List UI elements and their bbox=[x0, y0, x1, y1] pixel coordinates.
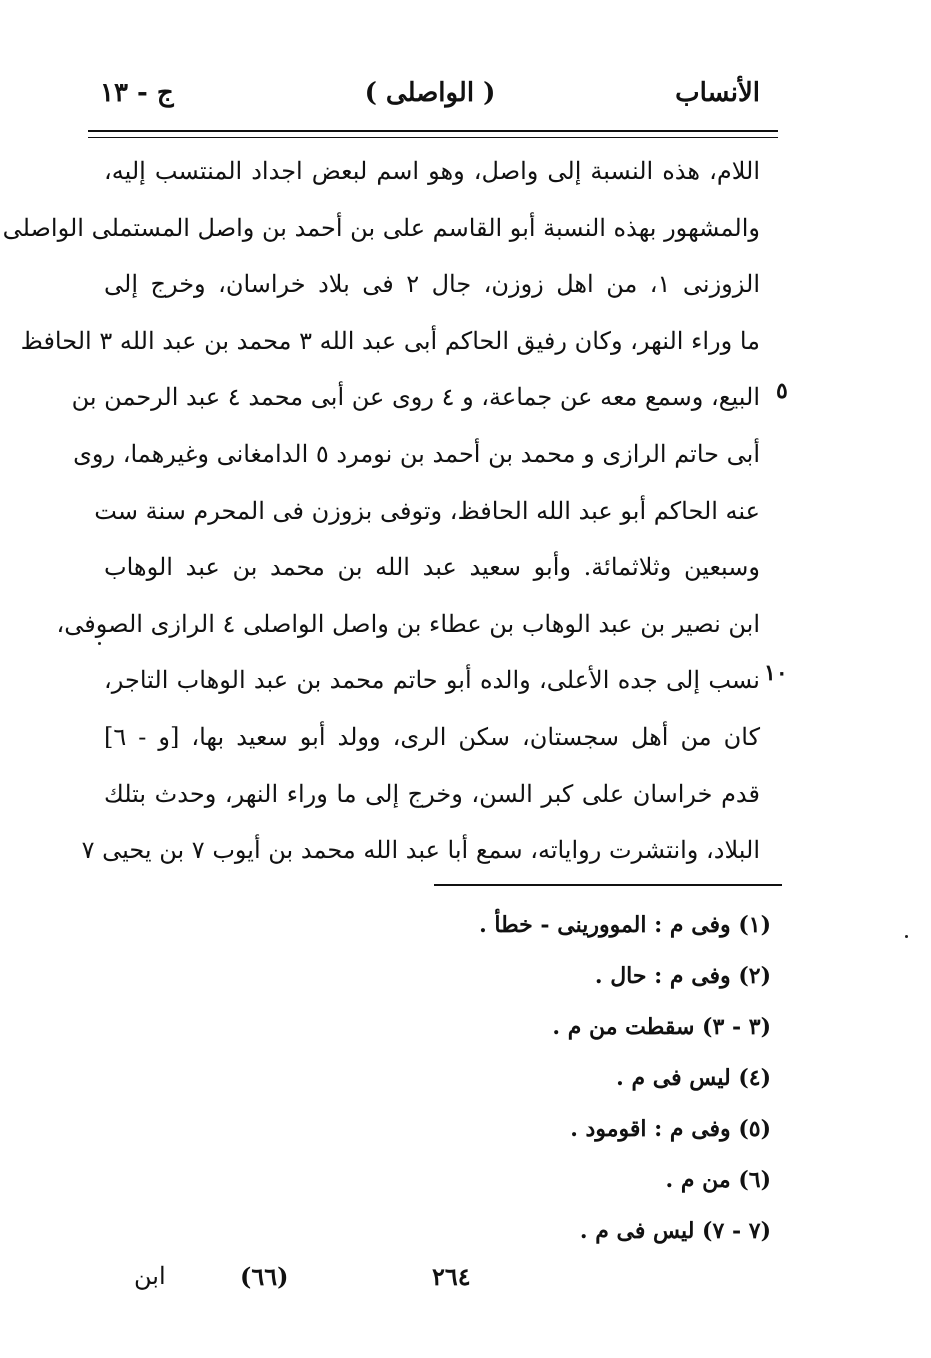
footnote: (٦) من م . bbox=[665, 1167, 771, 1193]
page-number: ٢٦٤ bbox=[432, 1262, 471, 1291]
text-line: البيع، وسمع معه عن جماعة، و ٤ روى عن أبى محمد ٤ عبد الرحمن بن bbox=[71, 383, 760, 412]
text-line: اللام، هذه النسبة إلى واصل، وهو اسم لبعض اجداد المنتسب إليه، bbox=[104, 157, 760, 185]
header-entry-title: ( الواصلى ) bbox=[364, 78, 496, 108]
header-rule-thin bbox=[88, 137, 778, 138]
text-line: كان من أهل سجستان، سكن الرى، وولد أبو سعيد بها، [و - ٦] bbox=[104, 722, 760, 751]
text-line: قدم خراسان على كبر السن، وخرج إلى ما وراء النهر، وحدث بتلك bbox=[104, 779, 760, 808]
header-book-title: الأنساب bbox=[675, 78, 760, 108]
header-volume: ج - ١٣ bbox=[100, 78, 174, 108]
running-header bbox=[100, 78, 760, 122]
margin-line-number-10: ١٠ bbox=[764, 660, 788, 686]
text-line: الزوزنى ١، من اهل زوزن، جال ٢ فى بلاد خراسان، وخرج إلى bbox=[104, 270, 760, 299]
text-line: البلاد، وانتشرت رواياته، سمع أبا عبد الله محمد بن أيوب ٧ بن يحيى ٧ bbox=[81, 836, 760, 865]
header-rule-thick bbox=[88, 130, 778, 132]
scan-speck bbox=[905, 935, 908, 938]
text-line: نسب إلى جده الأعلى، والده أبو حاتم محمد بن عبد الوهاب التاجر، bbox=[104, 666, 760, 695]
footnote: (١) وفى م : الموورينى - خطأ . bbox=[479, 912, 771, 938]
text-line: عنه الحاكم أبو عبد الله الحافظ، وتوفى بزوزن فى المحرم سنة ست bbox=[94, 496, 760, 525]
footnotes-block bbox=[351, 905, 771, 1262]
footnote: (٣ - ٣) سقطت من م . bbox=[552, 1014, 771, 1040]
scan-speck bbox=[98, 642, 101, 645]
main-text-block bbox=[2, 150, 760, 886]
footnote: (٤) ليس فى م . bbox=[616, 1065, 771, 1091]
text-line: وسبعين وثلاثمائة. وأبو سعيد عبد الله بن محمد بن عبد الوهاب bbox=[104, 553, 760, 582]
text-line: أبى حاتم الرازى و محمد بن أحمد بن نومرد ٥ الدامغانى وغيرهما، روى bbox=[73, 439, 760, 468]
footnote-separator bbox=[434, 884, 782, 886]
signature-mark: (٦٦) bbox=[240, 1262, 289, 1291]
footnote: (٥) وفى م : اقومود . bbox=[570, 1116, 771, 1142]
text-line: ما وراء النهر، وكان رفيق الحاكم أبى عبد الله ٣ محمد بن عبد الله ٣ الحافظ bbox=[20, 326, 760, 355]
text-line: والمشهور بهذه النسبة أبو القاسم على بن أحمد بن واصل المستملى الواصلى bbox=[2, 213, 760, 242]
margin-line-number-5: ٥ bbox=[776, 378, 788, 404]
footnote: (٢) وفى م : حال . bbox=[594, 963, 771, 989]
text-line: ابن نصير بن عبد الوهاب بن عطاء بن واصل الواصلى ٤ الرازى الصوفى، bbox=[56, 609, 760, 638]
footnote: (٧ - ٧) ليس فى م . bbox=[579, 1218, 771, 1244]
catchword: ابن bbox=[134, 1262, 166, 1290]
